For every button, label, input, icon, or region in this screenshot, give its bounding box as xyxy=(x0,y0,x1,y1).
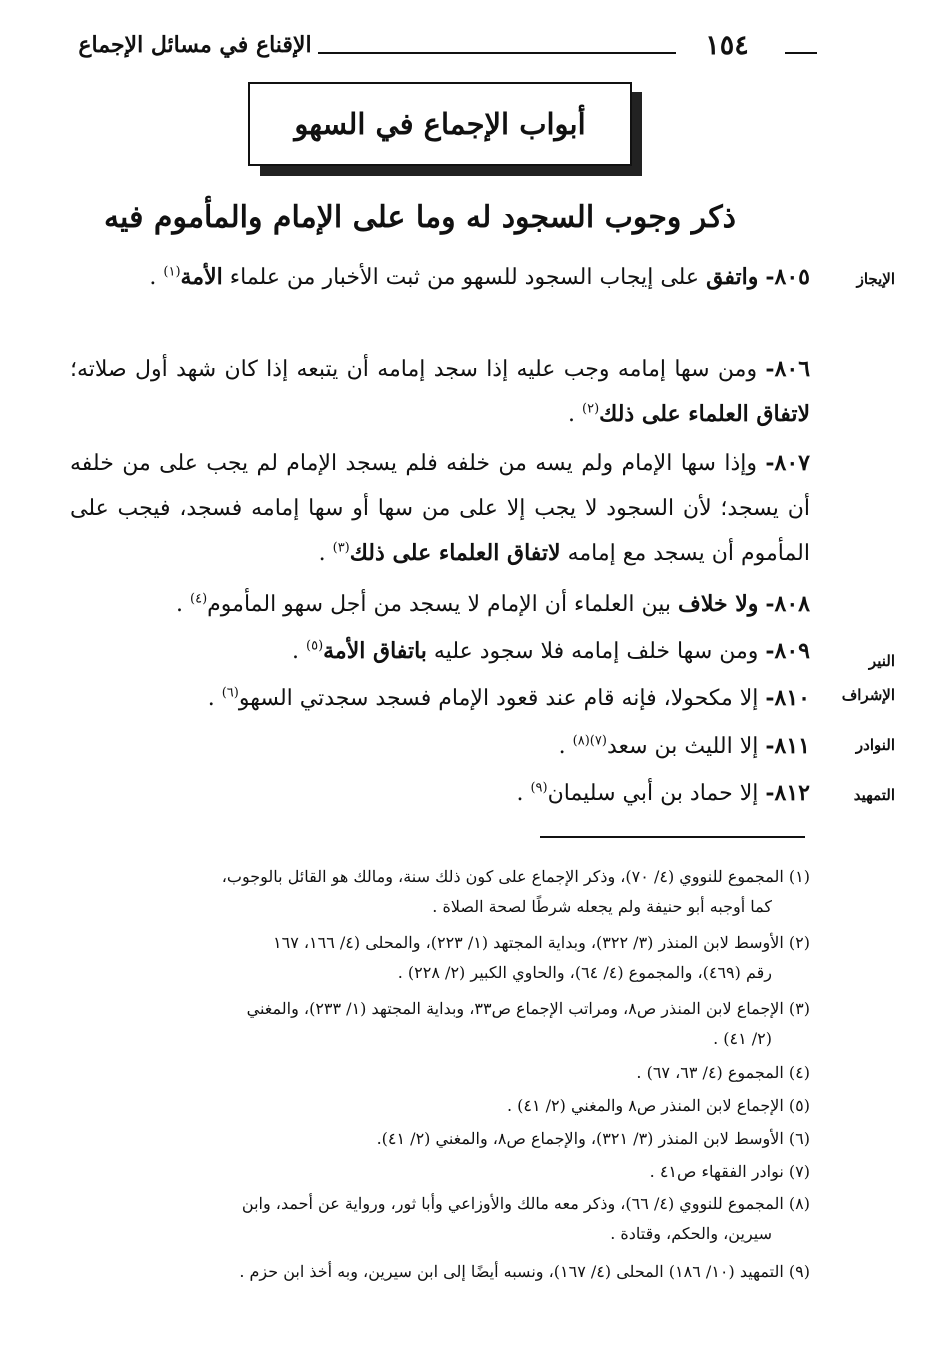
footnote-ref: (٢) xyxy=(582,401,600,417)
paragraph-text: وإذا سها الإمام ولم يسه من خلفه فلم يسجد الإمام لم يجب على من خلفه أن يسجد؛ لأن السجود لا يجب إلا على من سها أو سها إمامه فسجد، فيجب على المأموم أن يسجد مع إمامه xyxy=(70,451,810,566)
footnote-line: (٥) الإجماع لابن المنذر ص٨ والمغني (٢/ ٤١) . xyxy=(506,1096,810,1115)
footnote-6 xyxy=(60,1124,810,1154)
footnote-line: (٢) الأوسط لابن المنذر (٣/ ٣٢٢)، وبداية المجتهد (١/ ٢٢٣)، والمحلى (٤/ ١٦٦، ١٦٧ xyxy=(273,933,810,952)
footnote-3 xyxy=(60,994,810,1054)
footnote-ref: (٧)(٨) xyxy=(572,733,607,749)
footnote-line: (٩) التمهيد (١٠/ ١٨٦) المحلى (٤/ ١٦٧)، ونسبه أيضًا إلى ابن سيرين، وبه أخذ ابن حزم . xyxy=(239,1262,810,1281)
paragraph-end: . xyxy=(149,265,157,290)
footnote-line: (١) المجموع للنووي (٤/ ٧٠)، وذكر الإجماع على كون ذلك سنة، ومالك هو القائل بالوجوب، xyxy=(221,867,810,886)
paragraph-number: ٨٠٧- xyxy=(765,450,810,476)
paragraph-811 xyxy=(70,724,810,769)
section-heading: ذكر وجوب السجود له وما على الإمام والمأموم فيه xyxy=(103,200,737,235)
footnote-line: كما أوجبه أبو حنيفة ولم يجعله شرطًا لصحة الصلاة . xyxy=(432,897,772,916)
footnote-line: (٤) المجموع (٤/ ٦٣، ٦٧) . xyxy=(636,1063,810,1082)
paragraph-805 xyxy=(70,255,810,300)
bold-phrase: الأمة xyxy=(180,264,223,290)
footnote-line: (٦) الأوسط لابن المنذر (٣/ ٣٢١)، والإجماع ص٨، والمغني (٢/ ٤١). xyxy=(376,1129,810,1148)
footnote-5 xyxy=(60,1091,810,1121)
footnote-8 xyxy=(60,1189,810,1249)
paragraph-number: ٨١٢- xyxy=(765,780,810,806)
margin-label-ijaz: الإيجاز xyxy=(856,270,895,288)
paragraph-end: . xyxy=(318,541,326,566)
footnote-line: سيرين، والحكم، وقتادة . xyxy=(610,1224,772,1243)
chapter-title: أبواب الإجماع في السهو xyxy=(294,107,586,141)
paragraph-end: . xyxy=(207,686,215,711)
footnote-ref: (٣) xyxy=(332,540,350,556)
margin-label-nawadir: النوادر xyxy=(855,736,895,754)
footnote-4 xyxy=(60,1058,810,1088)
margin-label-ishraf: الإشراف xyxy=(841,686,895,704)
paragraph-text: إلا حماد بن أبي سليمان xyxy=(547,781,759,806)
bold-phrase: واتفق xyxy=(706,264,759,290)
paragraph-number: ٨١٠- xyxy=(765,685,810,711)
paragraph-text: بين العلماء أن الإمام لا يسجد من أجل سهو المأموم xyxy=(207,592,672,617)
paragraph-text: ومن سها إمامه وجب عليه إذا سجد إمامه أن يتبعه إذا كان شهد أول صلاته؛ xyxy=(70,357,758,382)
paragraph-end: . xyxy=(568,402,576,427)
footnote-line: (٨) المجموع للنووي (٤/ ٦٦)، وذكر معه مالك والأوزاعي وأبا ثور، ورواية عن أحمد، وابن xyxy=(241,1194,810,1213)
header-rule-middle xyxy=(318,52,676,54)
paragraph-text: على إيجاب السجود للسهو من ثبت الأخبار من علماء xyxy=(229,265,700,290)
paragraph-number: ٨٠٩- xyxy=(765,638,810,664)
page-number: ١٥٤ xyxy=(705,30,749,61)
footnote-separator xyxy=(540,836,805,838)
paragraph-text: ومن سها خلف إمامه فلا سجود عليه xyxy=(433,639,759,664)
footnote-7 xyxy=(60,1157,810,1187)
margin-label-nayyir: النير xyxy=(868,652,895,670)
margin-label-tamhid: التمهيد xyxy=(853,786,895,804)
footnote-line: (٧) نوادر الفقهاء ص٤١ . xyxy=(649,1162,810,1181)
footnote-9 xyxy=(60,1257,810,1287)
running-title: الإقناع في مسائل الإجماع xyxy=(78,32,312,58)
footnote-ref: (٩) xyxy=(530,780,548,796)
bold-phrase: لاتفاق العلماء على ذلك xyxy=(349,540,561,566)
paragraph-number: ٨١١- xyxy=(765,733,810,759)
bold-phrase: ولا خلاف xyxy=(678,591,759,617)
footnote-2 xyxy=(60,928,810,988)
header-rule-right xyxy=(785,52,817,54)
paragraph-812 xyxy=(70,771,810,816)
paragraph-809 xyxy=(70,629,810,674)
paragraph-number: ٨٠٨- xyxy=(765,591,810,617)
chapter-title-box xyxy=(248,82,632,166)
paragraph-806 xyxy=(70,347,810,437)
paragraph-end: . xyxy=(558,734,566,759)
paragraph-808 xyxy=(70,582,810,627)
paragraph-number: ٨٠٥- xyxy=(765,264,810,290)
paragraph-text: إلا مكحولا، فإنه قام عند قعود الإمام فسجد سجدتي السهو xyxy=(238,686,759,711)
bold-phrase: لاتفاق العلماء على ذلك xyxy=(599,401,810,427)
footnote-line: (٣) الإجماع لابن المنذر ص٨، ومراتب الإجماع ص٣٣، وبداية المجتهد (١/ ٢٣٣)، والمغني xyxy=(246,999,810,1018)
paragraph-number: ٨٠٦- xyxy=(765,356,811,382)
paragraph-end: . xyxy=(292,639,299,664)
footnote-line: (٢/ ٤١) . xyxy=(713,1029,772,1048)
footnote-ref: (١) xyxy=(163,264,181,280)
paragraph-end: . xyxy=(516,781,524,806)
paragraph-807 xyxy=(70,441,810,576)
footnote-ref: (٥) xyxy=(306,638,324,654)
paragraph-end: . xyxy=(176,592,184,617)
footnote-1 xyxy=(60,862,810,922)
footnote-ref: (٤) xyxy=(190,591,208,607)
footnote-ref: (٦) xyxy=(221,685,239,701)
footnote-line: رقم (٤٦٩)، والمجموع (٤/ ٦٤)، والحاوي الكبير (٢/ ٢٢٨) . xyxy=(397,963,772,982)
bold-phrase: باتفاق الأمة xyxy=(323,638,427,664)
paragraph-810 xyxy=(70,676,810,721)
paragraph-text: إلا الليث بن سعد xyxy=(606,734,759,759)
